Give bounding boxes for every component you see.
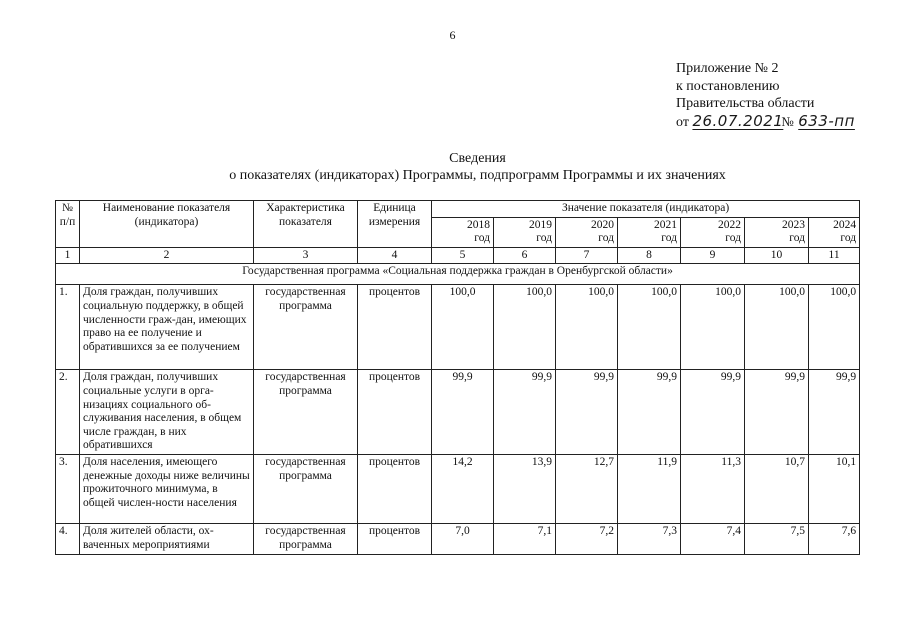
row-value: 11,3: [681, 454, 745, 523]
row-value: 7,6: [809, 523, 860, 554]
row-value: 7,1: [494, 523, 556, 554]
row-value: 100,0: [745, 285, 809, 370]
header-year: 2024 год: [809, 217, 860, 247]
appendix-date-number: [676, 113, 855, 132]
appendix-line-2: к постановлению: [676, 78, 780, 94]
number-sign: №: [781, 113, 794, 129]
row-unit: процентов: [358, 454, 432, 523]
row-value: 7,0: [432, 523, 494, 554]
row-name: Доля населения, имеющего денежные доходы ниже величины прожиточного минимума, в общей числен-ности населения: [80, 454, 254, 523]
row-value: 99,9: [432, 370, 494, 455]
column-index: 11: [809, 247, 860, 264]
header-year: 2020 год: [556, 217, 618, 247]
row-value: 99,9: [556, 370, 618, 455]
row-unit: процентов: [358, 523, 432, 554]
row-characteristic: государственная программа: [254, 370, 358, 455]
header-characteristic: Характеристика показателя: [254, 201, 358, 248]
row-value: 99,9: [681, 370, 745, 455]
column-index: 4: [358, 247, 432, 264]
header-year: 2021 год: [618, 217, 681, 247]
row-characteristic: государственная программа: [254, 454, 358, 523]
table-row: [56, 454, 860, 523]
appendix-block: [676, 60, 855, 131]
row-num: 3.: [56, 454, 80, 523]
row-value: 100,0: [556, 285, 618, 370]
header-row: [56, 201, 860, 218]
row-characteristic: государственная программа: [254, 285, 358, 370]
row-num: 1.: [56, 285, 80, 370]
header-value-group: Значение показателя (индикатора): [432, 201, 860, 218]
appendix-line-1: Приложение № 2: [676, 61, 779, 76]
row-value: 100,0: [681, 285, 745, 370]
row-value: 11,9: [618, 454, 681, 523]
column-index: 2: [80, 247, 254, 264]
row-unit: процентов: [358, 285, 432, 370]
row-value: 99,9: [494, 370, 556, 455]
section-title: Государственная программа «Социальная поддержка граждан в Оренбургской области»: [56, 264, 860, 285]
row-value: 100,0: [432, 285, 494, 370]
header-num: № п/п: [56, 201, 80, 248]
handwritten-number: 633-пп: [798, 111, 855, 130]
row-num: 4.: [56, 523, 80, 554]
column-index-row: [56, 247, 860, 264]
row-num: 2.: [56, 370, 80, 455]
header-name: Наименование показателя (индикатора): [80, 201, 254, 248]
row-value: 100,0: [618, 285, 681, 370]
header-year: 2018 год: [432, 217, 494, 247]
column-index: 6: [494, 247, 556, 264]
row-value: 13,9: [494, 454, 556, 523]
row-value: 14,2: [432, 454, 494, 523]
column-index: 5: [432, 247, 494, 264]
title-line-2: о показателях (индикаторах) Программы, подпрограмм Программы и их значениях: [229, 168, 726, 183]
row-value: 100,0: [809, 285, 860, 370]
row-value: 12,7: [556, 454, 618, 523]
column-index: 9: [681, 247, 745, 264]
document-title: [0, 150, 905, 184]
column-index: 1: [56, 247, 80, 264]
header-year: 2022 год: [681, 217, 745, 247]
column-index: 8: [618, 247, 681, 264]
row-value: 7,2: [556, 523, 618, 554]
row-value: 7,3: [618, 523, 681, 554]
row-name: Доля граждан, получивших социальные услуги в орга-низациях социального об-служивания населения, в общем числе граждан, в них обратившихся: [80, 370, 254, 455]
table-row: [56, 523, 860, 554]
indicators-table: [55, 200, 860, 555]
row-value: 99,9: [809, 370, 860, 455]
appendix-line-3: Правительства области: [676, 96, 815, 111]
row-characteristic: государственная программа: [254, 523, 358, 554]
row-value: 99,9: [618, 370, 681, 455]
header-year: 2019 год: [494, 217, 556, 247]
row-value: 10,1: [809, 454, 860, 523]
header-year: 2023 год: [745, 217, 809, 247]
section-row: [56, 264, 860, 285]
row-value: 7,5: [745, 523, 809, 554]
row-value: 7,4: [681, 523, 745, 554]
row-unit: процентов: [358, 370, 432, 455]
title-line-1: Сведения: [449, 151, 506, 166]
row-value: 99,9: [745, 370, 809, 455]
row-value: 100,0: [494, 285, 556, 370]
column-index: 3: [254, 247, 358, 264]
handwritten-date: 26.07.2021: [692, 111, 784, 130]
page-number: 6: [449, 28, 456, 42]
from-label: от: [676, 114, 689, 130]
row-name: Доля граждан, получивших социальную поддержку, в общей численности граж-дан, имеющих право на ее получение и обратившихся за ее получением: [80, 285, 254, 370]
column-index: 10: [745, 247, 809, 264]
table-row: [56, 370, 860, 455]
row-name: Доля жителей области, ох-ваченных мероприятиями: [80, 523, 254, 554]
header-unit: Единица измерения: [358, 201, 432, 248]
column-index: 7: [556, 247, 618, 264]
row-value: 10,7: [745, 454, 809, 523]
table-row: [56, 285, 860, 370]
